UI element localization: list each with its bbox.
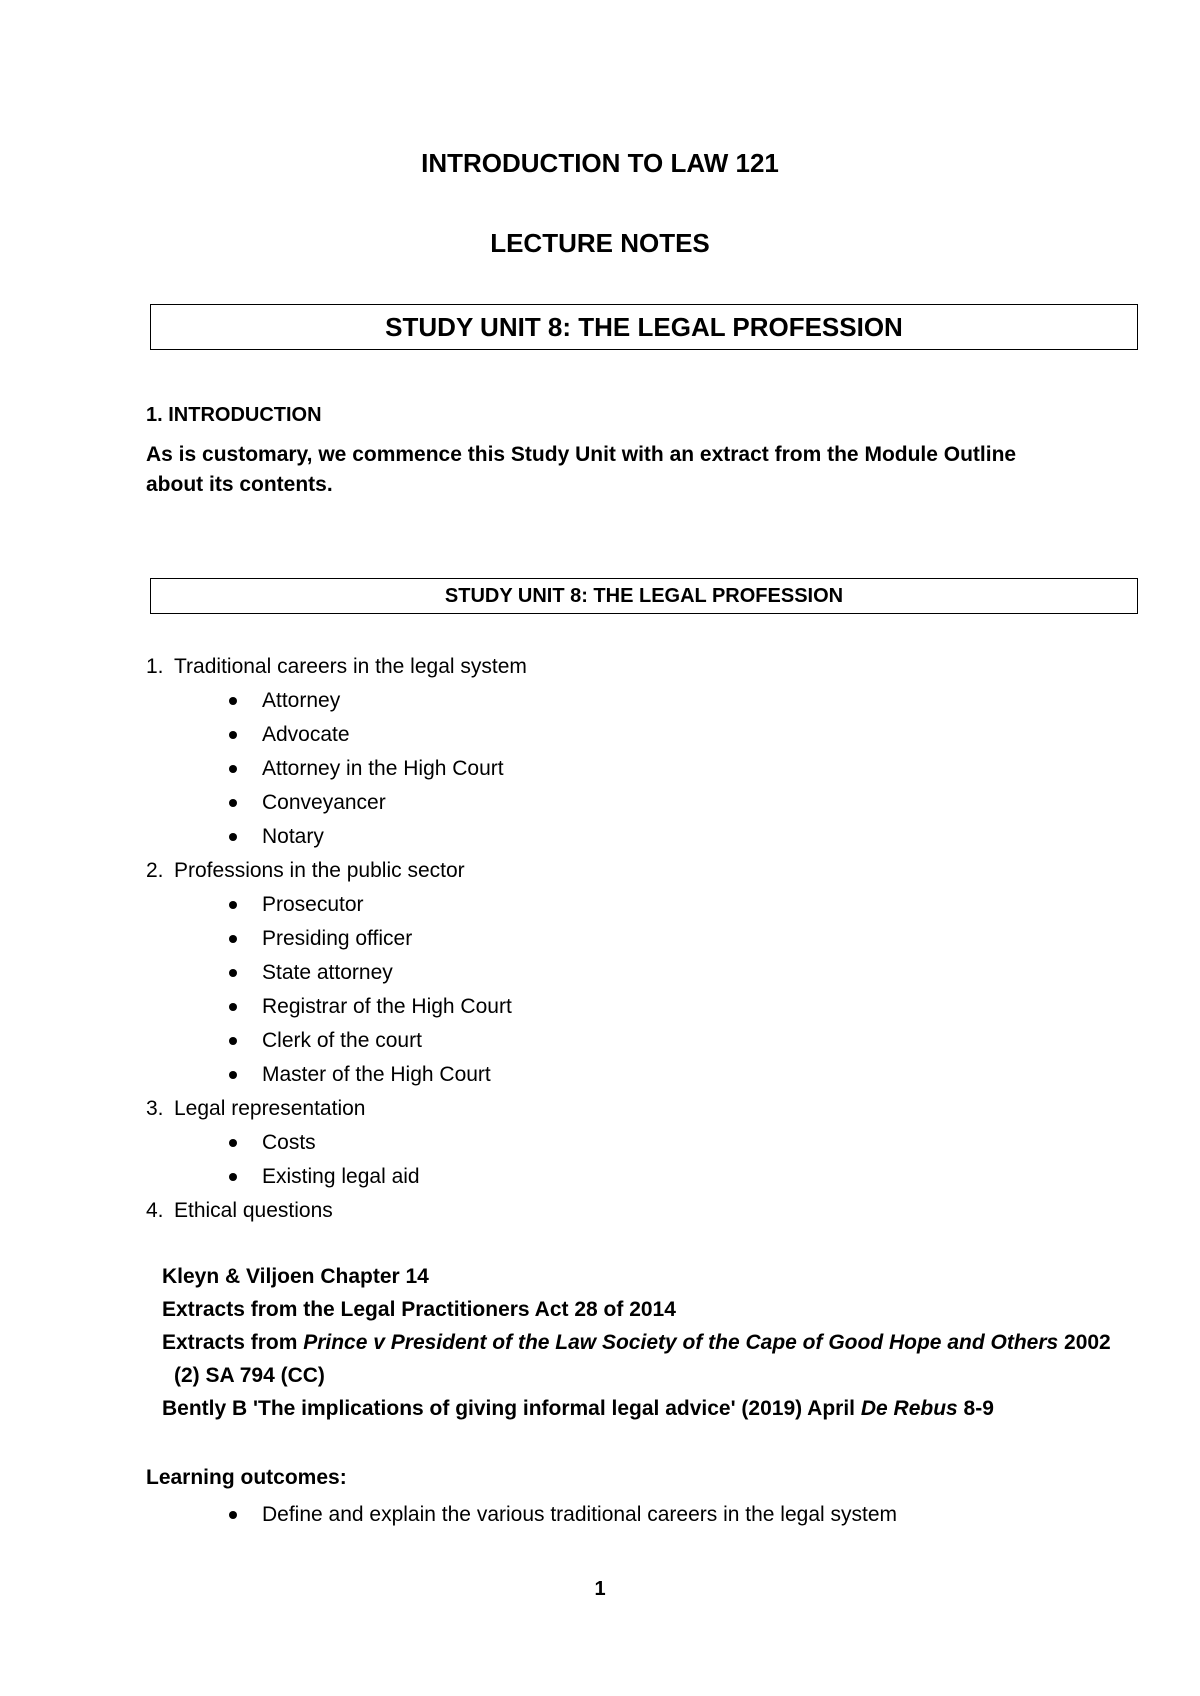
- outline-item: 1. Traditional careers in the legal system: [146, 655, 527, 678]
- outline-item: 2. Professions in the public sector: [146, 859, 465, 882]
- outline-subitem: Attorney in the High Court: [146, 752, 527, 786]
- document-subtitle: LECTURE NOTES: [490, 228, 710, 258]
- reading-item: Extracts from the Legal Practitioners Act 28 of 2014: [162, 1298, 676, 1321]
- intro-paragraph: As is customary, we commence this Study Unit with an extract from the Module Outline about its contents.: [146, 443, 1017, 496]
- outline-subitem: Notary: [146, 820, 527, 854]
- outline-list: [146, 650, 527, 1228]
- learning-outcomes-heading: Learning outcomes:: [146, 1466, 347, 1489]
- intro-heading: 1. INTRODUCTION: [146, 404, 322, 426]
- reading-item-continuation: (2) SA 794 (CC): [174, 1364, 325, 1387]
- outline-subitem: Costs: [146, 1126, 527, 1160]
- outline-subitem: State attorney: [146, 956, 527, 990]
- outline-sublist: [146, 888, 527, 1092]
- outline-subitem: Master of the High Court: [146, 1058, 527, 1092]
- reading-item: Bently B 'The implications of giving informal legal advice' (2019) April De Rebus 8-9: [162, 1397, 994, 1420]
- outline-sublist: [146, 1126, 527, 1194]
- outline-subitem: Advocate: [146, 718, 527, 752]
- page-number: 1: [594, 1578, 606, 1600]
- outline-subitem: Presiding officer: [146, 922, 527, 956]
- outline-subitem: Conveyancer: [146, 786, 527, 820]
- outline-sublist: [146, 684, 527, 854]
- learning-outcomes-list: [146, 1498, 897, 1532]
- document-title: INTRODUCTION TO LAW 121: [421, 148, 779, 178]
- learning-outcome-item: Define and explain the various traditional careers in the legal system: [146, 1498, 897, 1532]
- readings-list: [146, 1260, 1146, 1425]
- outline-subitem: Clerk of the court: [146, 1024, 527, 1058]
- study-unit-heading-box: STUDY UNIT 8: THE LEGAL PROFESSION: [150, 304, 1138, 350]
- outline-subitem: Attorney: [146, 684, 527, 718]
- outline-subitem: Existing legal aid: [146, 1160, 527, 1194]
- outline-subitem: Prosecutor: [146, 888, 527, 922]
- outline-subitem: Registrar of the High Court: [146, 990, 527, 1024]
- outline-item: 4. Ethical questions: [146, 1199, 333, 1222]
- outline-heading-box: STUDY UNIT 8: THE LEGAL PROFESSION: [150, 578, 1138, 614]
- reading-item: Extracts from Prince v President of the Law Society of the Cape of Good Hope and Others 2002: [162, 1331, 1111, 1354]
- reading-item: Kleyn & Viljoen Chapter 14: [162, 1265, 429, 1288]
- outline-item: 3. Legal representation: [146, 1097, 366, 1120]
